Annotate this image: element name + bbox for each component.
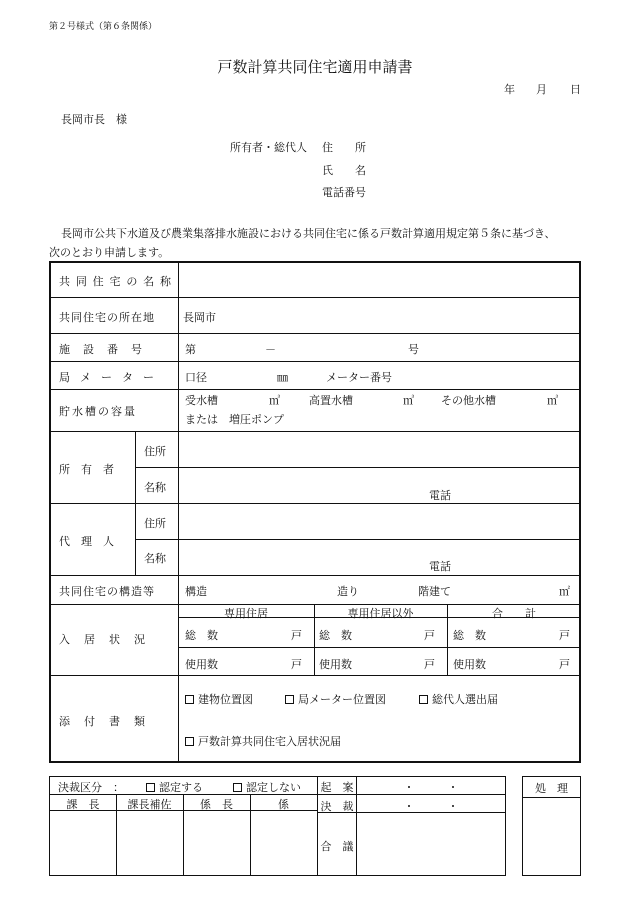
meter-number: メーター番号: [326, 371, 392, 384]
facility-dai: 第: [185, 343, 196, 356]
meter-unit: ㎜: [277, 371, 288, 384]
label-owner: 所有者: [59, 463, 125, 476]
kacho-label: 課 長: [66, 798, 100, 811]
private-used: 使用数: [185, 658, 218, 671]
value-location: 長岡市: [183, 311, 216, 324]
agent-name-label: 名称: [144, 552, 166, 565]
application-table: [49, 261, 581, 763]
label-tank-capacity: 貯水槽の容量: [59, 405, 137, 418]
applicant-address-label: 住 所: [322, 141, 366, 154]
decision-label: 決裁区分 ：: [58, 781, 124, 794]
facility-go: 号: [408, 343, 419, 356]
attachment-building-map[interactable]: [185, 691, 253, 707]
intro-line-1: 長岡市公共下水道及び農業集落排水施設における共同住宅に係る戸数計算適用規定第５条に基づき、: [61, 227, 556, 240]
label-occupancy: 入居状況: [59, 633, 159, 646]
date-day: 日: [570, 83, 581, 96]
facility-dash: －: [265, 343, 276, 356]
nonprivate-total-ko: 戸: [424, 629, 435, 642]
label-building-location: 共同住宅の所在地: [59, 311, 155, 324]
attachment-text: 局メーター位置図: [298, 693, 386, 706]
attachment-text: 戸数計算共同住宅入居状況届: [198, 735, 341, 748]
addressee: 長岡市長 様: [61, 113, 127, 126]
agent-phone-label: 電話: [429, 560, 451, 573]
attachment-text: 総代人選出届: [432, 693, 498, 706]
decision-reject[interactable]: [233, 779, 301, 795]
nonprivate-used-ko: 戸: [424, 658, 435, 671]
agent-address-label: 住所: [144, 517, 166, 530]
kessai-label: 決 裁: [320, 800, 354, 813]
col-nonprivate: 専用住居以外: [347, 607, 414, 620]
decision-text: 認定する: [159, 781, 203, 794]
structure-floors: 階建て: [418, 585, 451, 598]
sum-used-ko: 戸: [559, 658, 570, 671]
nonprivate-total: 総 数: [319, 629, 352, 642]
decision-approve[interactable]: [146, 779, 203, 795]
tank-other: その他水槽: [441, 394, 496, 407]
label-structure: 共同住宅の構造等: [59, 585, 155, 598]
label-building-name: 共 同 住 宅 の 名 称: [59, 275, 171, 288]
form-number: 第２号様式（第６条関係）: [49, 22, 158, 32]
structure-zukuri: 造り: [337, 585, 359, 598]
checkbox-icon[interactable]: [185, 695, 194, 704]
checkbox-icon[interactable]: [185, 737, 194, 746]
intro-line-2: 次のとおり申請します。: [49, 246, 170, 259]
sum-used: 使用数: [453, 658, 486, 671]
owner-address-label: 住所: [144, 445, 166, 458]
applicant-role: 所有者・総代人: [230, 141, 307, 154]
label-agent: 代理人: [59, 535, 125, 548]
private-used-ko: 戸: [291, 658, 302, 671]
col-total: 合 計: [492, 607, 536, 620]
label-facility-number: 施設番号: [59, 343, 155, 356]
tank-unit-3: ㎥: [547, 394, 558, 407]
checkbox-icon[interactable]: [285, 695, 294, 704]
kian-label: 起 案: [320, 781, 354, 794]
attachment-meter-map[interactable]: [285, 691, 386, 707]
col-private: 専用住居: [224, 607, 268, 620]
label-meter: 局メーター: [59, 371, 164, 384]
owner-name-label: 名称: [144, 481, 166, 494]
kakari-label: 係: [278, 798, 289, 811]
owner-phone-label: 電話: [429, 489, 451, 502]
checkbox-icon[interactable]: [146, 783, 155, 792]
aigi-label: 合 議: [320, 840, 354, 853]
private-total-ko: 戸: [291, 629, 302, 642]
structure-unit: ㎡: [559, 585, 570, 598]
kessai-date: ・ ・: [403, 800, 459, 813]
label-attachments: 添付書類: [59, 715, 159, 728]
tank-unit-1: ㎥: [269, 394, 280, 407]
checkbox-icon[interactable]: [419, 695, 428, 704]
attachment-occupancy-report[interactable]: [185, 733, 341, 749]
processing-box: [522, 776, 581, 876]
processing-label: 処 理: [535, 782, 568, 795]
structure-kozo: 構造: [185, 585, 207, 598]
page-title: 戸数計算共同住宅適用申請書: [217, 58, 413, 76]
meter-diameter: 口径: [185, 371, 207, 384]
tank-unit-2: ㎥: [403, 394, 414, 407]
tank-pump: または 増圧ポンプ: [185, 413, 284, 426]
nonprivate-used: 使用数: [319, 658, 352, 671]
attachment-text: 建物位置図: [198, 693, 253, 706]
kacho-hosa-label: 課長補佐: [127, 798, 172, 811]
date-year: 年: [504, 83, 515, 96]
private-total: 総 数: [185, 629, 218, 642]
decision-table: [49, 776, 506, 876]
sum-total: 総 数: [453, 629, 486, 642]
kakaricho-label: 係 長: [200, 798, 233, 811]
tank-receiving: 受水槽: [185, 394, 218, 407]
sum-total-ko: 戸: [559, 629, 570, 642]
applicant-name-label: 氏 名: [322, 164, 366, 177]
attachment-representative[interactable]: [419, 691, 498, 707]
checkbox-icon[interactable]: [233, 783, 242, 792]
applicant-phone-label: 電話番号: [322, 186, 366, 199]
tank-elevated: 高置水槽: [309, 394, 353, 407]
date-month: 月: [536, 83, 547, 96]
decision-text: 認定しない: [246, 781, 301, 794]
kian-date: ・ ・: [403, 781, 459, 794]
